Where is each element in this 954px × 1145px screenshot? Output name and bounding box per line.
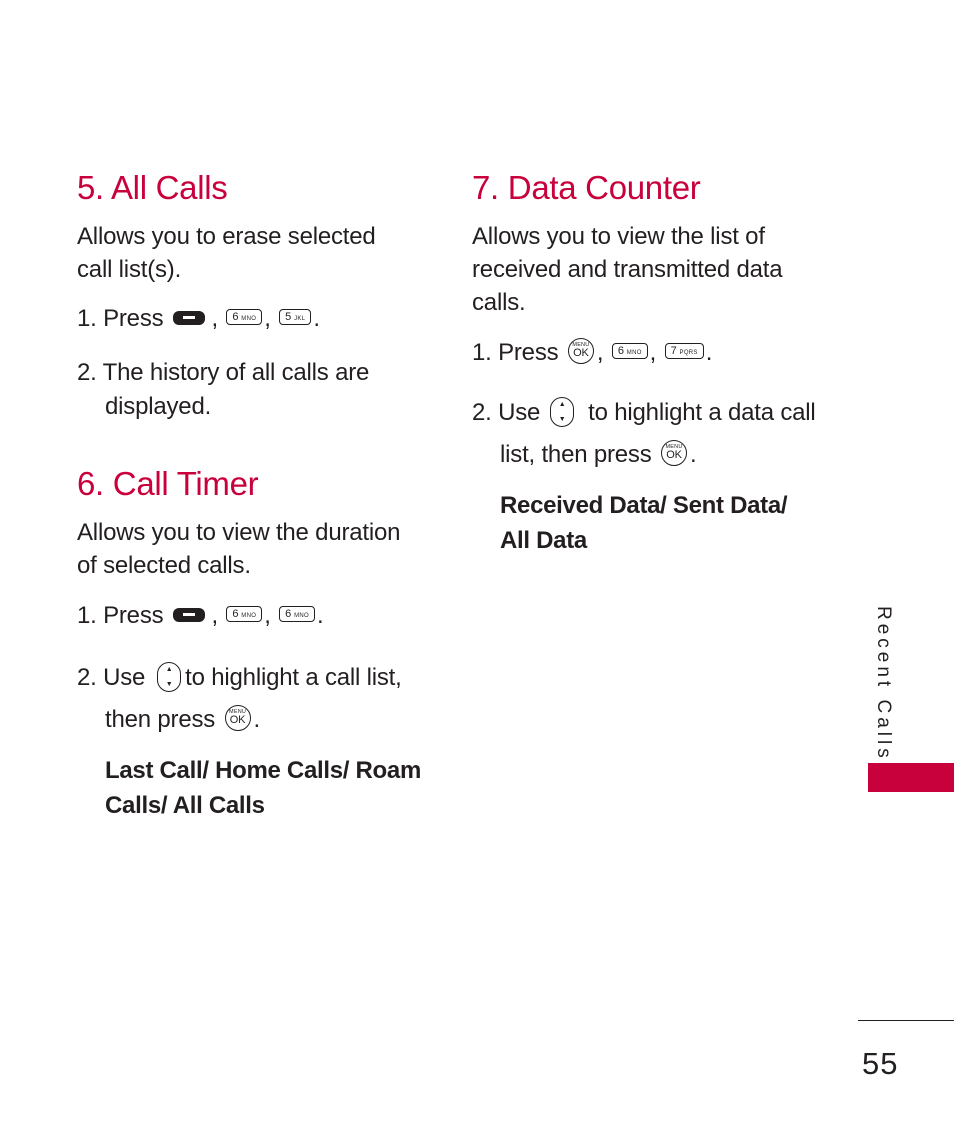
step-1-call-timer: 1. Press , 6 MNO , 6 MNO . xyxy=(77,602,324,629)
footer-rule xyxy=(858,1020,954,1021)
side-tab-bar xyxy=(868,763,954,792)
navigation-key-icon: ▲ ▼ xyxy=(550,397,574,427)
section-title-call-timer: 6. Call Timer xyxy=(77,465,259,502)
key-6-mno-icon: 6 MNO xyxy=(279,606,315,622)
page-number: 55 xyxy=(862,1046,899,1081)
key-5-jkl-icon: 5 JKL xyxy=(279,309,311,325)
section-desc-call-timer: Allows you to view the duration of selected calls. xyxy=(77,519,401,579)
key-6-mno-icon: 6 MNO xyxy=(226,606,262,622)
step-1-all-calls: 1. Press , 6 MNO , 5 JKL . xyxy=(77,305,320,332)
menu-ok-key-icon: MENU OK xyxy=(225,705,251,731)
step-1-data-counter: 1. Press MENU OK , 6 MNO , 7 PQRS . xyxy=(472,339,713,366)
section-data-counter xyxy=(472,168,832,558)
step-label: 1. Press xyxy=(77,305,164,332)
options-call-timer: Last Call/ Home Calls/ Roam Calls/ All Calls xyxy=(105,757,421,819)
right-column xyxy=(472,168,832,558)
section-all-calls xyxy=(77,168,437,424)
section-title-data-counter: 7. Data Counter xyxy=(472,169,701,206)
menu-ok-key-icon: MENU OK xyxy=(568,338,594,364)
step-2-all-calls: 2. The history of all calls are displayed. xyxy=(77,359,370,420)
menu-ok-key-icon: MENU OK xyxy=(661,440,687,466)
key-6-mno-icon: 6 MNO xyxy=(612,343,648,359)
section-title-all-calls: 5. All Calls xyxy=(77,169,228,206)
section-call-timer xyxy=(77,464,437,823)
section-desc-all-calls: Allows you to erase selected call list(s). xyxy=(77,223,376,283)
left-soft-key-icon xyxy=(173,608,205,622)
step-2-call-timer: 2. Use ▲ ▼ to highlight a call list, then press MENU OK . xyxy=(77,657,437,741)
key-6-mno-icon: 6 MNO xyxy=(226,309,262,325)
navigation-key-icon: ▲ ▼ xyxy=(157,662,181,692)
section-desc-data-counter: Allows you to view the list of received and transmitted data calls. xyxy=(472,223,783,316)
left-soft-key-icon xyxy=(173,311,205,325)
left-column xyxy=(77,168,437,823)
side-tab-label: Recent Calls xyxy=(873,606,894,762)
options-data-counter: Received Data/ Sent Data/ All Data xyxy=(500,492,788,554)
step-2-data-counter: 2. Use ▲ ▼ to highlight a data call list, then press MENU OK . xyxy=(472,392,832,476)
key-7-pqrs-icon: 7 PQRS xyxy=(665,343,704,359)
